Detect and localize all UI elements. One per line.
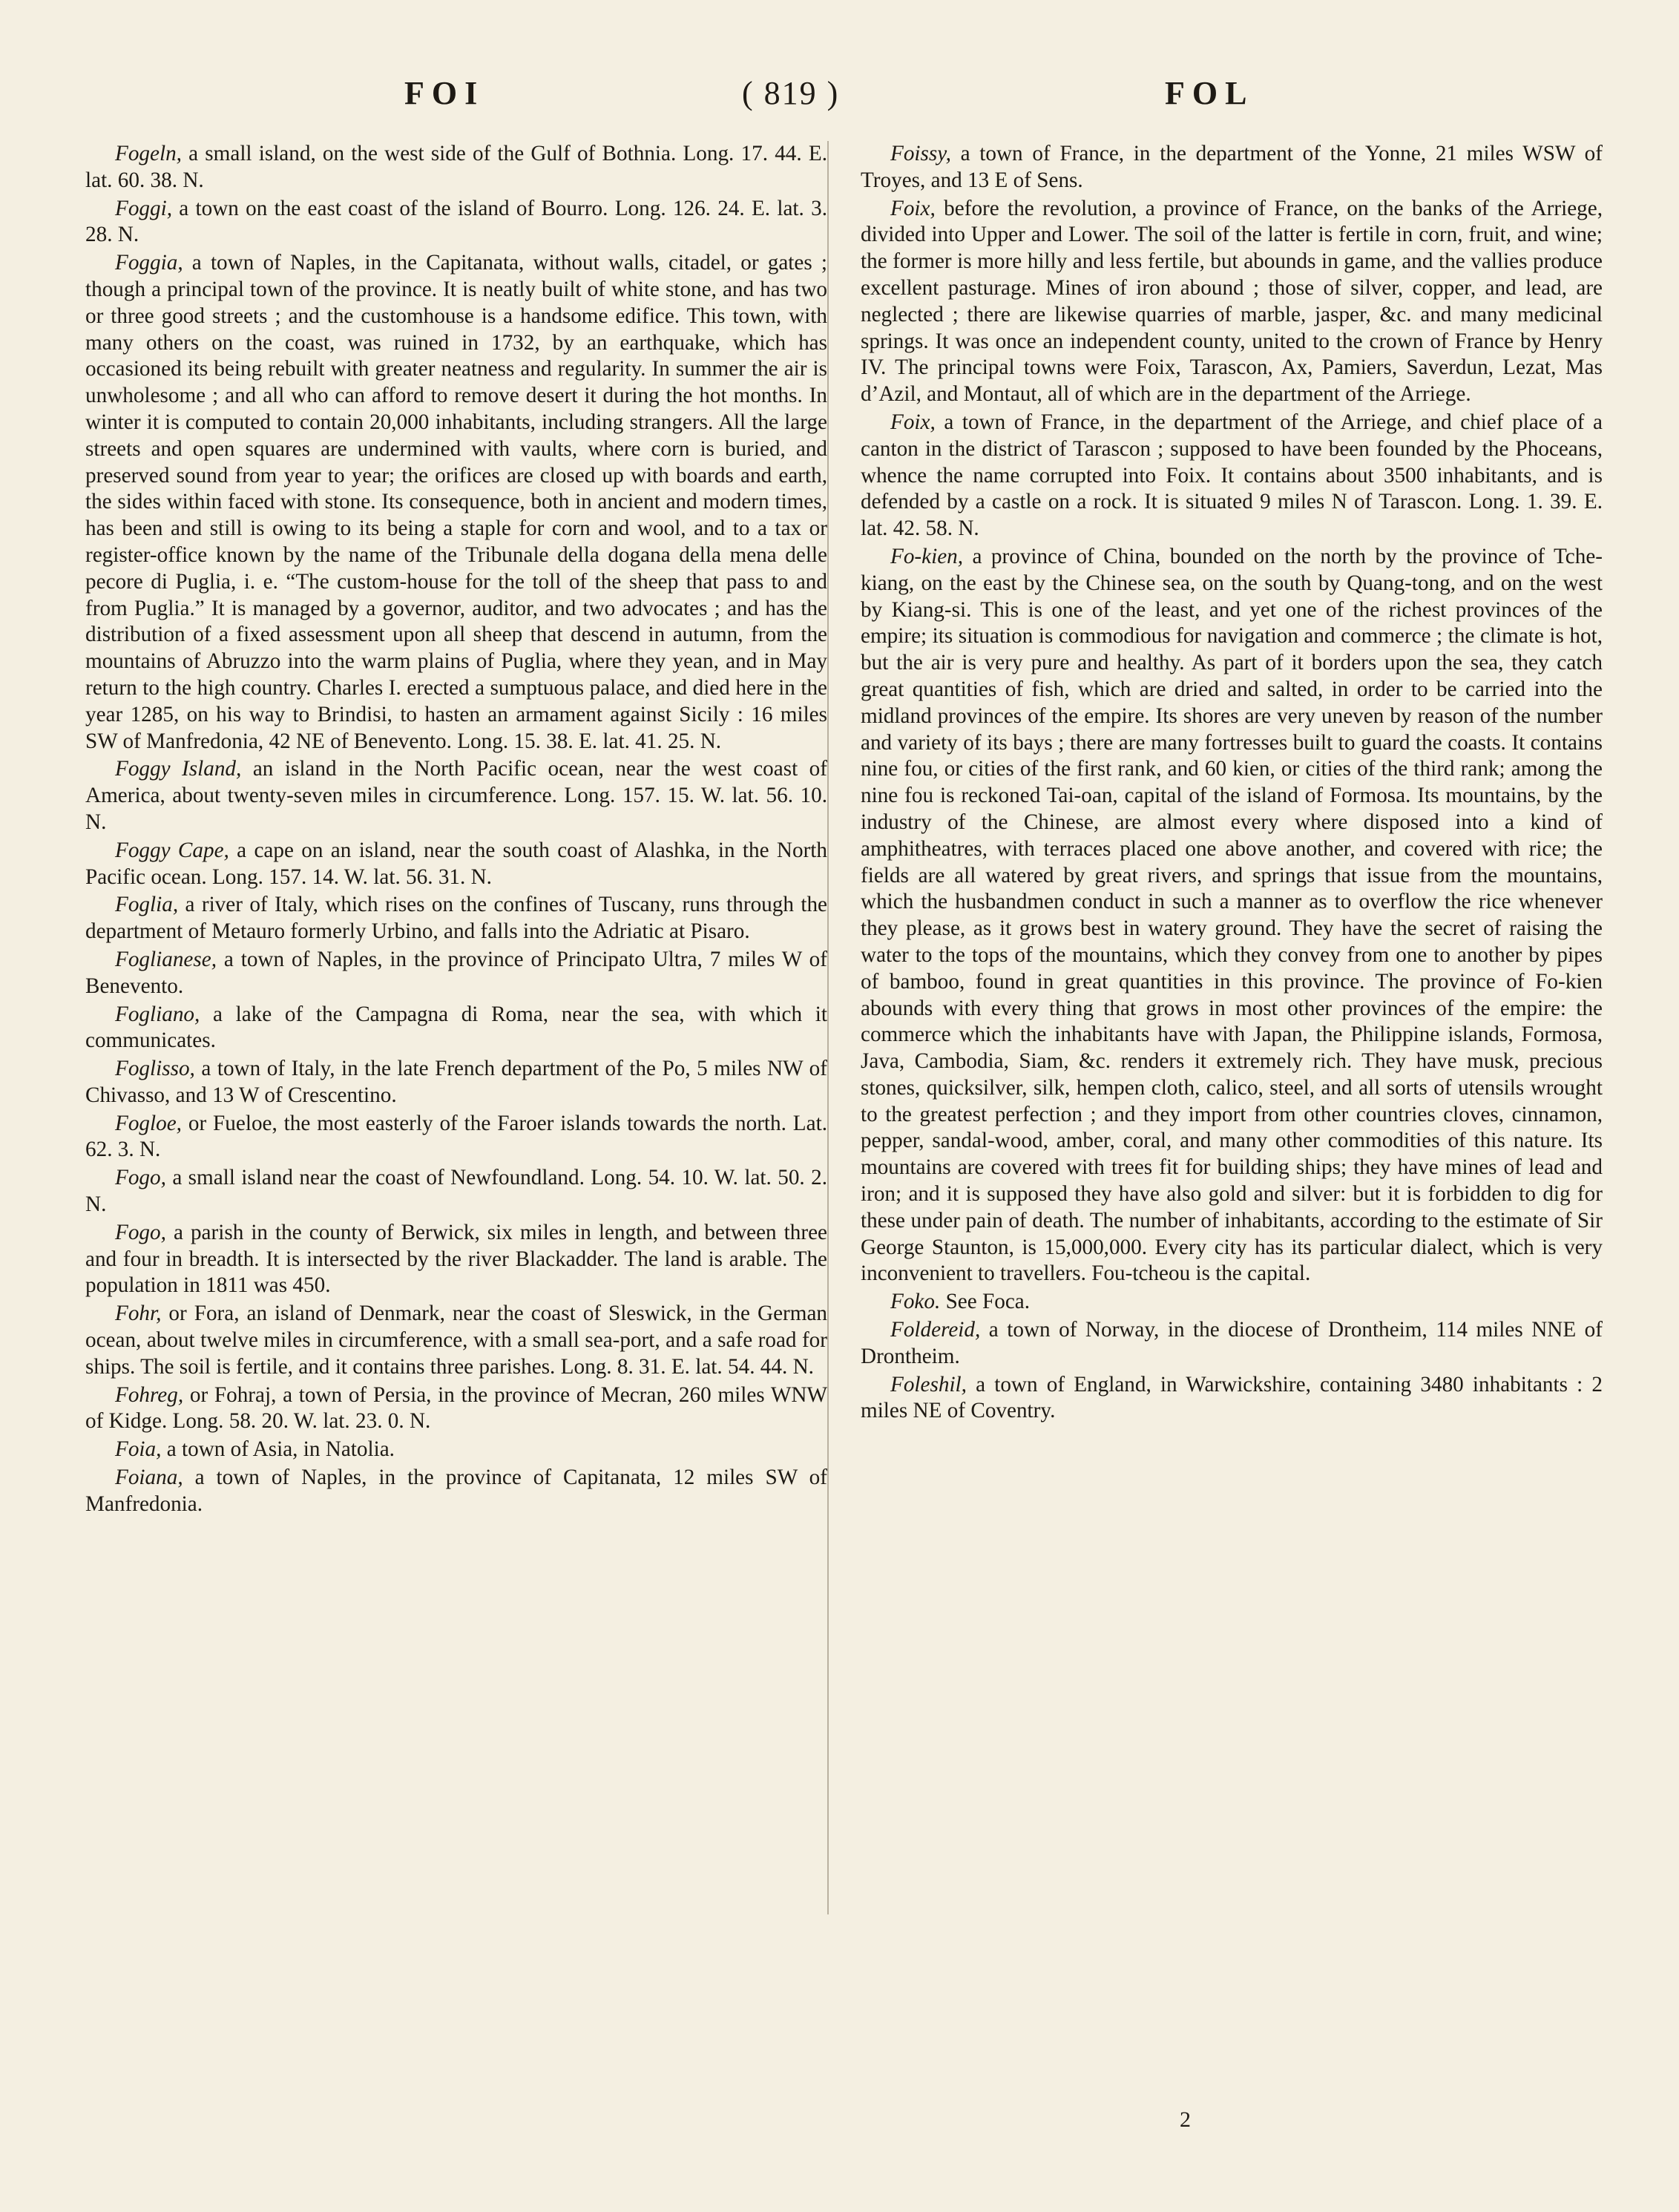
entry-text: a cape on an island, near the south coast of Alashka, in the North Pacific ocean. Long. 157. 14. W. lat. 56. 31. N. [85,838,827,889]
entry-headword: Foldereid, [890,1318,981,1342]
entry-text: a town of Naples, in the province of Principato Ultra, 7 miles W of Benevento. [85,947,827,998]
entry-headword: Foggy Island, [115,757,242,781]
entry-text: a town of Naples, in the province of Capitanata, 12 miles SW of Manfredonia. [85,1466,827,1516]
entry-text: a province of China, bounded on the north by the province of Tche-kiang, on the east by the Chinese sea, on the south by Quang-tong, and on the west by Kiang-si. This is one of the least, and yet one of the richest provinces of the empire; its situation is commodious for navigation and commerce ; the climate is hot, but the air is very pure and healthy. As part of it borders upon the sea, they catch great quantities of fish, which are dried and salted, in order to be carried into the midland provinces of the empire. Its shores are very uneven by reason of the number and variety of its bays ; there are many fortresses built to guard the coasts. It contains nine fou, or cities of the first rank, and 60 kien, or cities of the third rank; among the nine fou is reckoned Tai-oan, capital of the island of Formosa. Its mountains, by the industry of the Chinese, are almost every where disposed into a kind of amphitheatres, with terraces placed one above another, and covered with rice; the fields are all watered by great rivers, and springs that issue from the mountains, which the husbandmen conduct in such a manner as to overflow the rice whenever they please, as it grows best in watery ground. They have the secret of raising the water to the tops of the mountains, which they convey from one to another by pipes of bamboo, found in great quantities in this province. The province of Fo-kien abounds with every thing that grows in most other provinces of the empire: the commerce which the inhabitants have with Japan, the Philippine islands, Formosa, Java, Cambodia, Siam, &c. renders it extremely rich. They have musk, precious stones, quicksilver, silk, hempen cloth, calico, steel, and all sorts of utensils wrought to the greatest perfection ; and they import from other countries cloves, cinnamon, pepper, sandal-wood, amber, coral, and many other commodities of this nature. Its mountains are covered with trees fit for building ships; they have mines of lead and iron; and it is supposed they have also gold and silver: but it is forbidden to dig for these under pain of death. The number of inhabitants, according to the estimate of Sir George Staunton, is 15,000,000. Every city has its particular dialect, which is very inconvenient to travellers. Fou-tcheou is the capital. [861,544,1603,1286]
entry-headword: Foggy Cape, [115,838,229,862]
entry-text: or Fohraj, a town of Persia, in the province of Mecran, 260 miles WNW of Kidge. Long. 58. 20. W. lat. 23. 0. N. [85,1382,827,1434]
header-left-guide-word: FOI [404,75,485,111]
entry-text: or Fora, an island of Denmark, near the coast of Sleswick, in the German ocean, about twelve miles in circumference, with a small sea-port, and a safe road for ships. The soil is fertile, and it contains three parishes. Long. 8. 31. E. lat. 54. 44. N. [85,1302,827,1379]
gazetteer-entry [85,1111,827,1164]
entry-headword: Fo-kien, [890,544,964,568]
entry-headword: Foix, [890,196,936,220]
gazetteer-entry [85,1220,827,1299]
gazetteer-entry [861,1317,1603,1371]
gazetteer-entry [85,947,827,1000]
entry-headword: Fogliano, [115,1002,200,1026]
entry-text: a small island, on the west side of the Gulf of Bothnia. Long. 17. 44. E. lat. 60. 38. N. [85,142,827,192]
entry-headword: Fohreg, [115,1382,184,1407]
entry-headword: Foggia, [115,251,183,275]
gazetteer-entry [85,250,827,755]
entry-text: See Foca. [940,1290,1031,1314]
entry-text: a parish in the county of Berwick, six miles in length, and between three and four in breadth. It is intersected by the river Blackadder. The land is arable. The population in 1811 was 450. [85,1220,827,1298]
entry-text: before the revolution, a province of France, on the banks of the Arriege, divided into Upper and Lower. The soil of the latter is fertile in corn, fruit, and wine; the former is more hilly and less fertile, but abounds in game, and the vallies produce excellent pasturage. Mines of iron abound ; those of silver, copper, and lead, are neglected ; there are likewise quarries of marble, jasper, &c. and many medicinal springs. It was once an independent county, united to the crown of France by Henry IV. The principal towns were Foix, Tarascon, Ax, Pamiers, Saverdun, Lezat, Mas d’Azil, and Montaut, all of which are in the department of the Arriege. [861,196,1603,407]
entry-text: a town of France, in the department of the Yonne, 21 miles WSW of Troyes, and 13 E of Sens. [861,142,1603,192]
gazetteer-entry [85,1465,827,1518]
entry-headword: Fohr, [115,1302,162,1326]
gazetteer-entry [85,756,827,836]
column-divider [827,141,829,1914]
gazetteer-entry [85,196,827,249]
entry-headword: Foko. [890,1290,941,1314]
gazetteer-entry [861,141,1603,194]
entry-text: a lake of the Campagna di Roma, near the sea, with which it communicates. [85,1002,827,1053]
entry-text: an island in the North Pacific ocean, near the west coast of America, about twenty-seven miles in circumference. Long. 157. 15. W. lat. 56. 10. N. [85,757,827,834]
header-right-guide-word: FOL [1165,75,1255,111]
entry-headword: Foleshil, [890,1372,967,1397]
page-number: ( 819 ) [742,75,840,111]
right-column [861,141,1603,2041]
entry-headword: Fogo, [115,1220,166,1244]
entry-headword: Foglianese, [115,947,217,971]
entry-headword: Foissy, [890,142,951,165]
entry-text: a town of France, in the department of the Arriege, and chief place of a canton in the district of Tarascon ; supposed to have been founded by the Phoceans, whence the name corrupted into Foix. It contains about 3500 inhabitants, and is defended by a castle on a rock. It is situated 9 miles N of Tarascon. Long. 1. 39. E. lat. 42. 58. N. [861,410,1603,541]
entry-headword: Foggi, [115,196,173,220]
entry-text: a town of Naples, in the Capitanata, without walls, citadel, or gates ; though a principal town of the province. It is neatly built of white stone, and has two or three good streets ; and the customhouse is a handsome edifice. This town, with many others on the coast, was ruined in 1732, by an earthquake, which has occasioned its being rebuilt with greater neatness and regularity. In summer the air is unwholesome ; and all who can afford to remove desert it during the hot months. In winter it is computed to contain 20,000 inhabitants, including strangers. All the large streets and open squares are undermined with vaults, where corn is buried, and preserved sound from year to year; the orifices are closed up with boards and earth, the sides within faced with stone. Its consequence, both in ancient and modern times, has been and still is owing to its being a staple for corn and wool, and to a tax or register-office known by the name of the Tribunale della dogana della mena delle pecore di Puglia, i. e. “The custom-house for the toll of the sheep that pass to and from Puglia.” It is managed by a governor, auditor, and two advocates ; and has the distribution of a fixed assessment upon all sheep that descend in autumn, from the mountains of Abruzzo into the warm plains of Puglia, where they yean, and in May return to the high country. Charles I. erected a sumptuous palace, and died here in the year 1285, on his way to Brindisi, to hasten an armament against Sicily : 16 miles SW of Manfredonia, 42 NE of Benevento. Long. 15. 38. E. lat. 41. 25. N. [85,251,827,753]
entry-headword: Fogloe, [115,1111,182,1135]
entry-text: a town of Asia, in Natolia. [161,1437,395,1462]
entry-headword: Fogo, [115,1166,166,1190]
entry-headword: Foglisso, [115,1057,195,1081]
entry-headword: Foia, [115,1437,162,1462]
gazetteer-entry [85,1165,827,1218]
entry-text: a town of England, in Warwickshire, containing 3480 inhabitants : 2 miles NE of Coventry. [861,1372,1603,1423]
gazetteer-entry [85,1056,827,1109]
left-column [85,141,827,2041]
gazetteer-entry [861,196,1603,408]
gazetteer-entry [861,410,1603,542]
gazetteer-entry [85,892,827,945]
running-head [0,74,1679,119]
entry-text: or Fueloe, the most easterly of the Faroer islands towards the north. Lat. 62. 3. N. [85,1111,827,1162]
gazetteer-entry [85,1002,827,1055]
entry-headword: Foglia, [115,893,179,917]
entry-text: a small island near the coast of Newfoundland. Long. 54. 10. W. lat. 50. 2. N. [85,1166,827,1217]
entry-headword: Foiana, [115,1466,183,1490]
entry-headword: Foix, [890,410,936,434]
gazetteer-entry [861,1372,1603,1425]
gazetteer-entry [85,1437,827,1463]
entry-headword: Fogeln, [115,142,182,165]
gazetteer-entry [861,544,1603,1287]
entry-text: a town of Italy, in the late French department of the Po, 5 miles NW of Chivasso, and 13 W of Crescentino. [85,1057,827,1107]
gazetteer-entry [85,1301,827,1380]
gazetteer-entry [85,1382,827,1436]
entry-text: a town on the east coast of the island of Bourro. Long. 126. 24. E. lat. 3. 28. N. [85,196,827,247]
gazetteer-entry [85,141,827,194]
gazetteer-entry [861,1289,1603,1316]
entry-text: a town of Norway, in the diocese of Drontheim, 114 miles NNE of Drontheim. [861,1318,1603,1368]
entry-text: a river of Italy, which rises on the confines of Tuscany, runs through the department of Metauro formerly Urbino, and falls into the Adriatic at Pisaro. [85,893,827,944]
gazetteer-entry [85,838,827,891]
printer-signature-mark: 2 [1180,2107,1191,2132]
